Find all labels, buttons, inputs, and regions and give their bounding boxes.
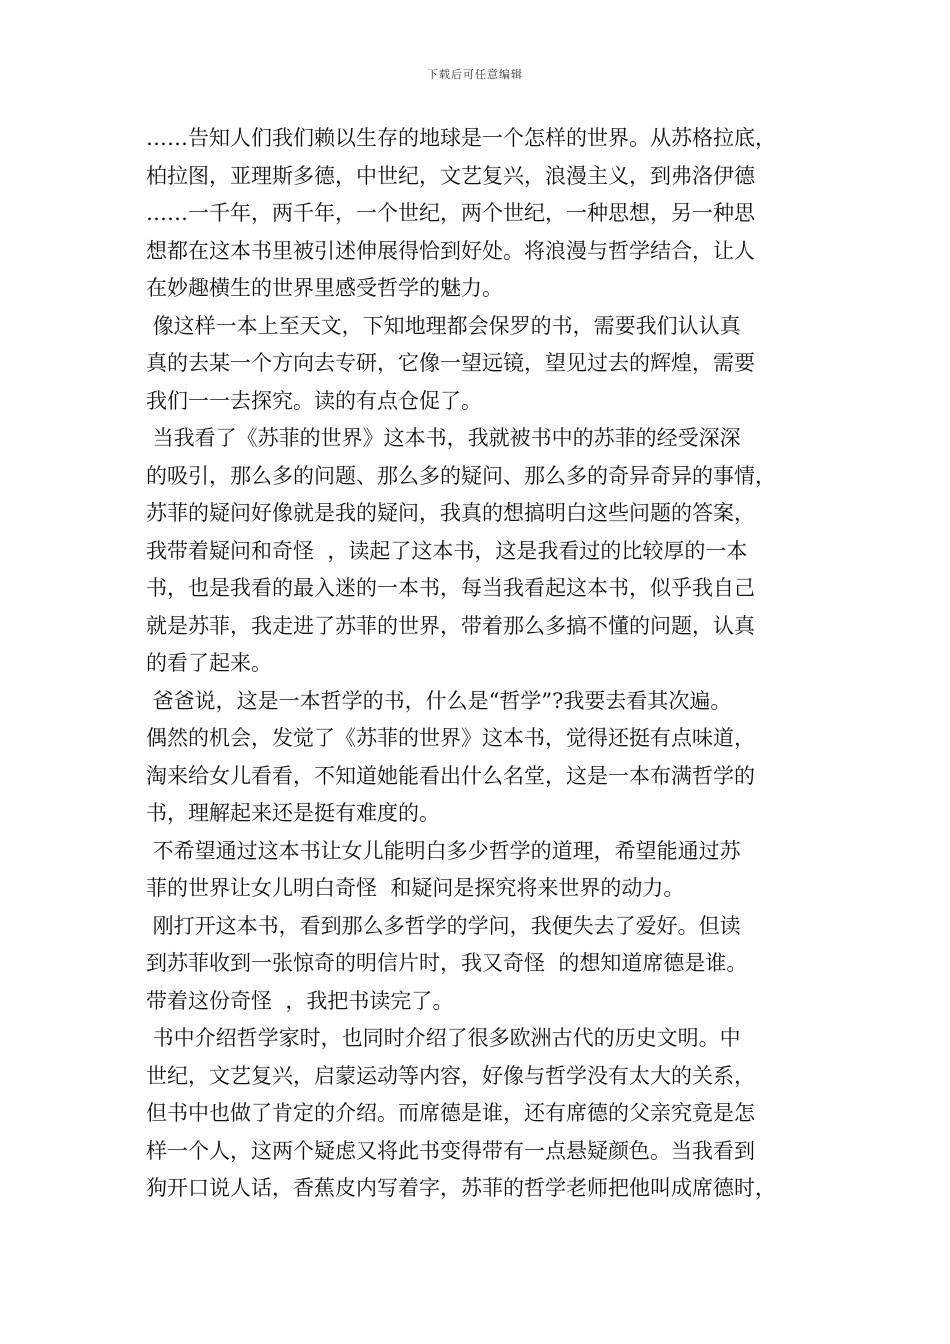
text-line: 就是苏菲，我走进了苏菲的世界，带着那么多搞不懂的问题，认真 [146, 613, 755, 638]
text-line: 书中介绍哲学家时，也同时介绍了很多欧洲古代的历史文明。中 [146, 1026, 741, 1050]
text-line: 刚打开这本书，看到那么多哲学的学问，我便失去了爱好。但读 [146, 913, 741, 938]
text-line: 到苏菲收到一张惊奇的明信片时，我又奇怪 的想知道席德是谁。 [146, 951, 748, 975]
text-line: 的看了起来。 [146, 651, 272, 675]
text-line: 样一个人，这两个疑虑又将此书变得带有一点悬疑颜色。当我看到 [146, 1138, 755, 1163]
text-line: ……一千年，两千年，一个世纪，两个世纪，一种思想，另一种思 [146, 201, 755, 225]
text-line: 带着这份奇怪 ，我把书读完了。 [146, 988, 454, 1013]
text-line: 当我看了《苏菲的世界》这本书，我就被书中的苏菲的经受深深 [146, 426, 741, 450]
text-line: 偶然的机会，发觉了《苏菲的世界》这本书，觉得还挺有点味道， [146, 726, 755, 750]
text-line: 淘来给女儿看看，不知道她能看出什么名堂，这是一本布满哲学的 [146, 763, 755, 788]
text-line: 我们一一去探究。读的有点仓促了。 [146, 388, 482, 413]
text-line: 想都在这本书里被引述伸展得恰到好处。将浪漫与哲学结合，让人 [146, 238, 755, 263]
text-line: 书，也是我看的最入迷的一本书，每当我看起这本书，似乎我自己 [146, 576, 755, 600]
text-line: 菲的世界让女儿明白奇怪 和疑问是探究将来世界的动力。 [146, 876, 685, 900]
text-line: 柏拉图，亚理斯多德，中世纪，文艺复兴，浪漫主义，到弗洛伊德 [146, 163, 755, 188]
document-body [146, 120, 836, 1208]
text-line: ……告知人们我们赖以生存的地球是一个怎样的世界。从苏格拉底， [146, 126, 776, 150]
text-line: 像这样一本上至天文，下知地理都会保罗的书，需要我们认认真 [146, 313, 741, 338]
text-line: 真的去某一个方向去专研，它像一望远镜，望见过去的辉煌，需要 [146, 351, 755, 375]
text-line: 书，理解起来还是挺有难度的。 [146, 801, 440, 825]
text-line: 苏菲的疑问好像就是我的疑问，我真的想搞明白这些问题的答案， [146, 501, 755, 525]
text-line: 但书中也做了肯定的介绍。而席德是谁，还有席德的父亲究竟是怎 [146, 1101, 755, 1125]
text-line: 在妙趣横生的世界里感受哲学的魅力。 [146, 276, 503, 300]
page-header: 下载后可任意编辑 [427, 68, 523, 81]
text-line: 我带着疑问和奇怪 ，读起了这本书，这是我看过的比较厚的一本 [146, 538, 748, 563]
text-line: 的吸引，那么多的问题、那么多的疑问、那么多的奇异奇异的事情， [146, 463, 776, 488]
text-line: 狗开口说人话，香蕉皮内写着字，苏菲的哲学老师把他叫成席德时， [146, 1176, 776, 1200]
text-line: 爸爸说，这是一本哲学的书，什么是“哲学”?我要去看其次遍。 [146, 688, 732, 713]
text-line: 不希望通过这本书让女儿能明白多少哲学的道理，希望能通过苏 [146, 838, 741, 863]
text-line: 世纪，文艺复兴，启蒙运动等内容，好像与哲学没有太大的关系， [146, 1063, 755, 1088]
